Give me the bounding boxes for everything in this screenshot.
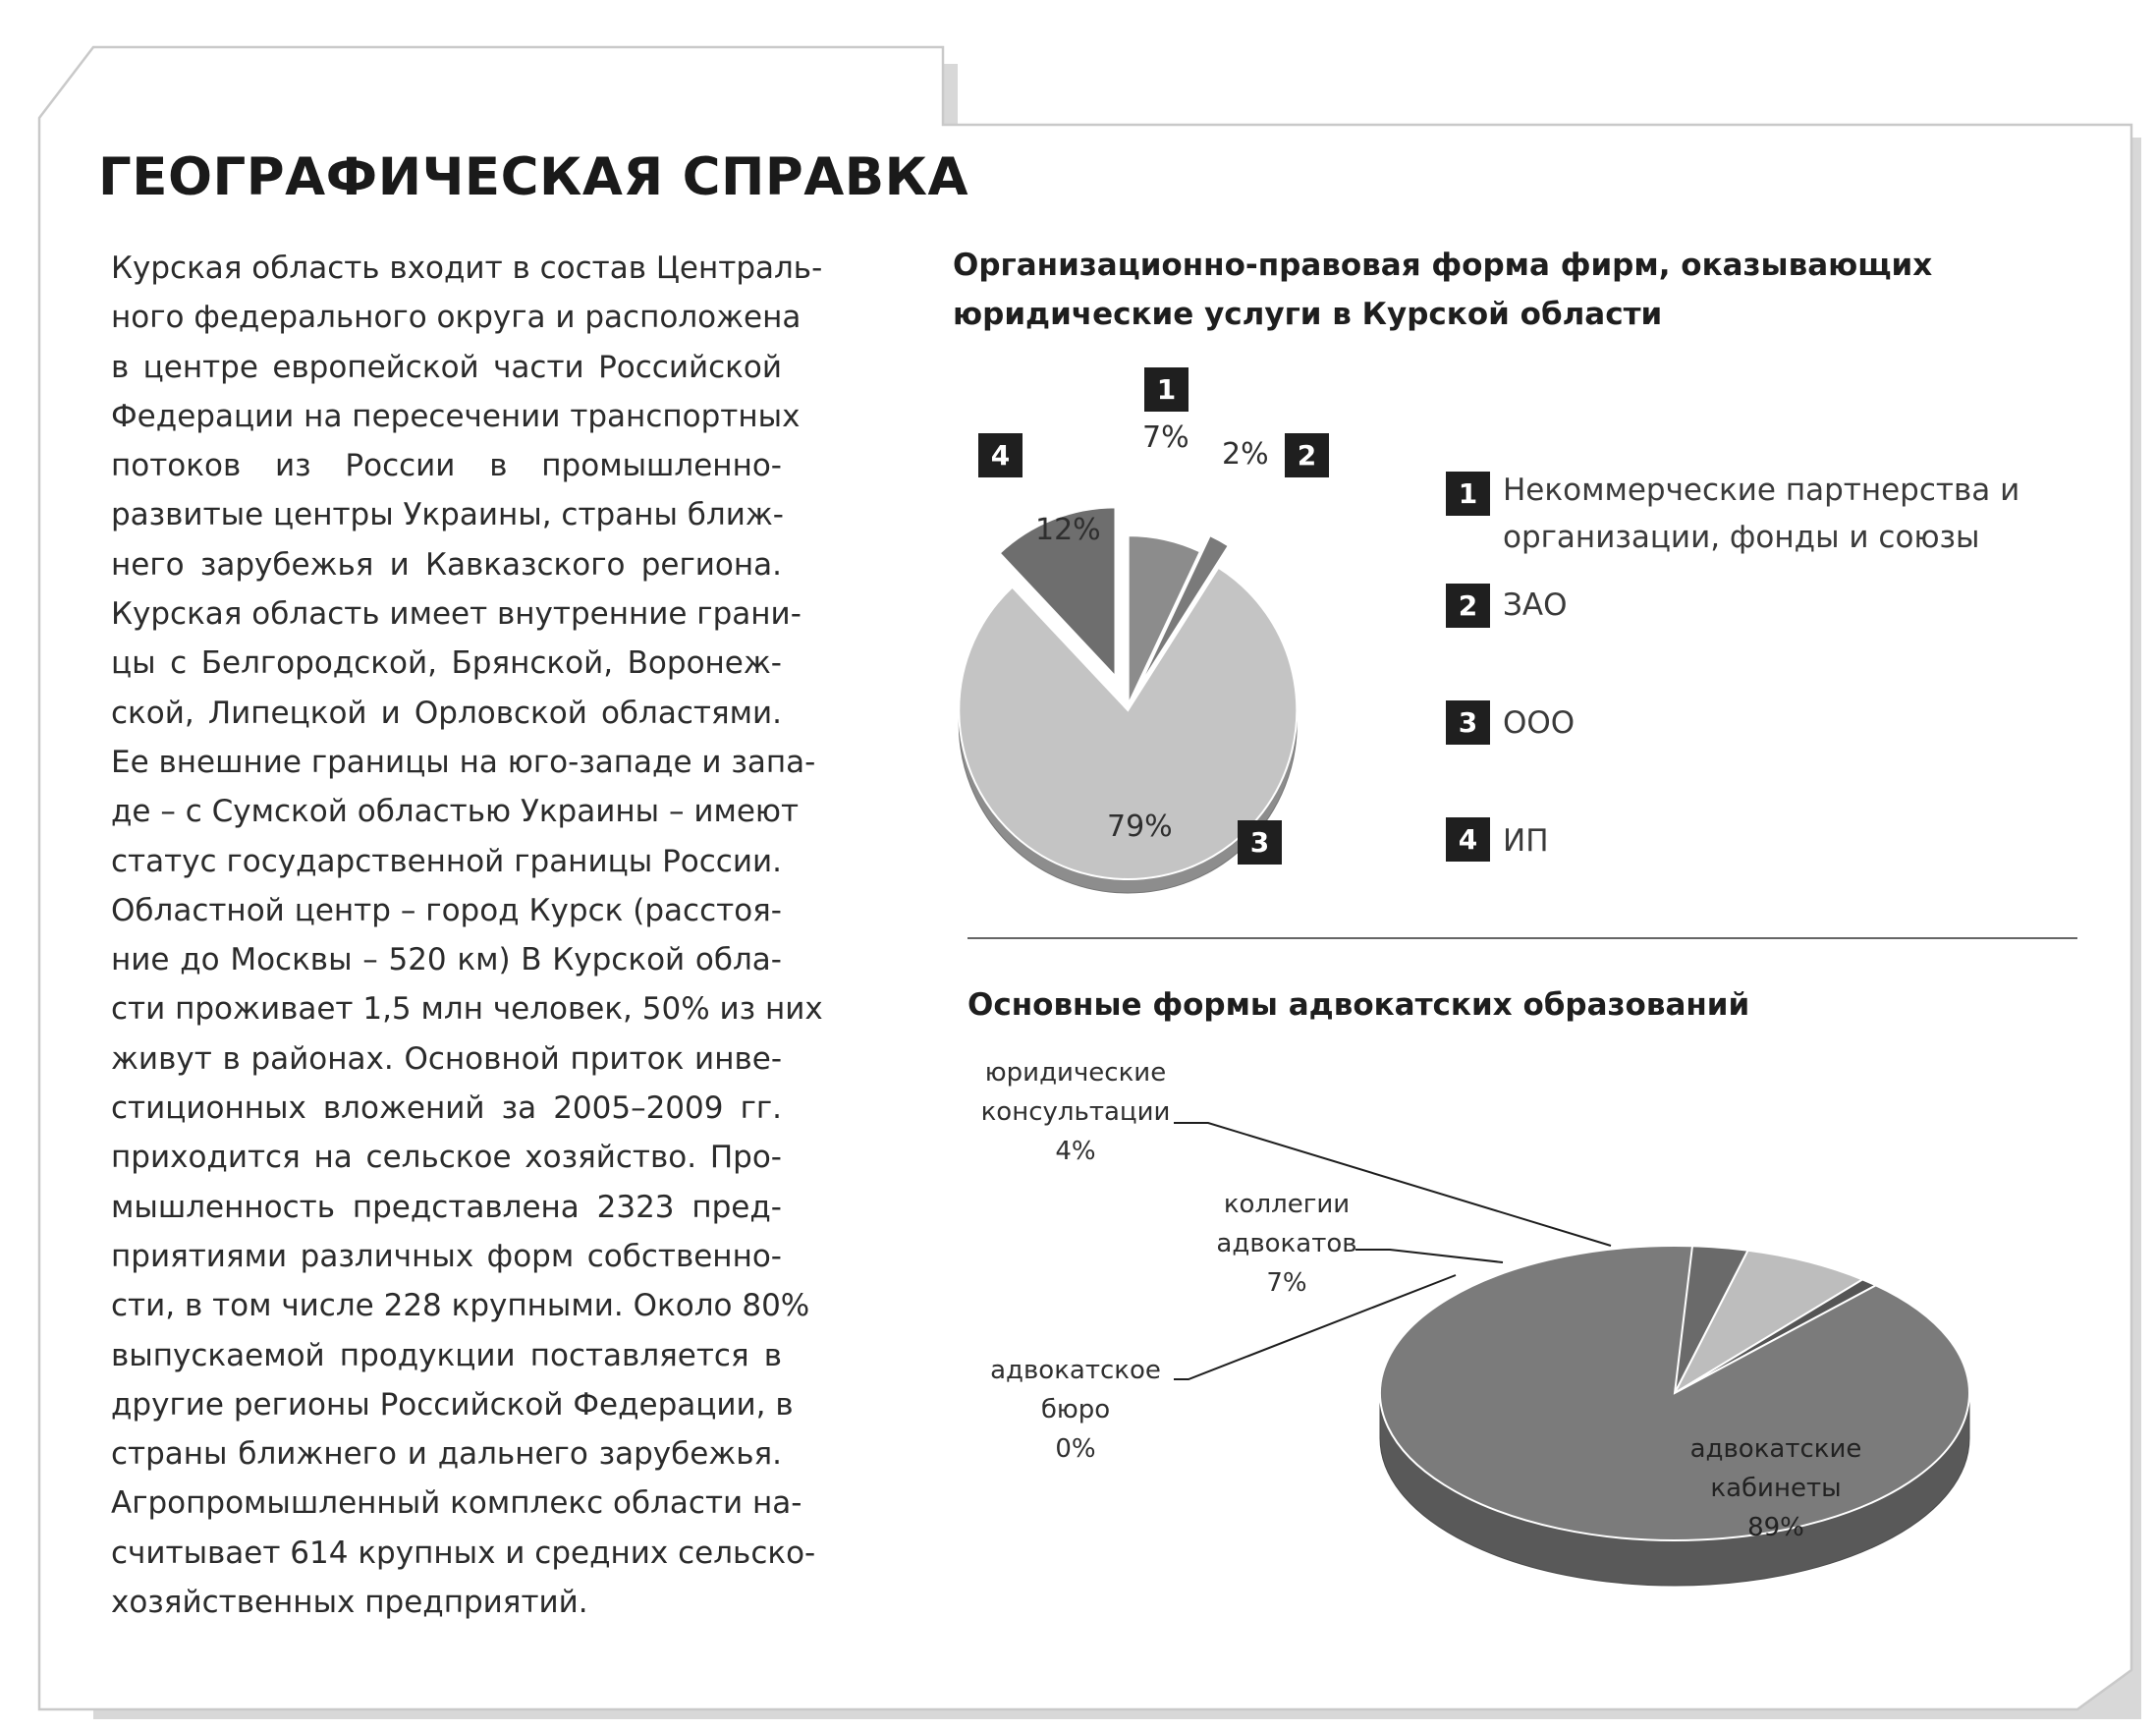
body-line: хозяйственных предприятий. <box>111 1585 588 1621</box>
body-line: стиционных вложений за 2005–2009 гг. <box>111 1090 782 1127</box>
legend-badge-4: 4 <box>1446 817 1490 862</box>
body-line: Курская область имеет внутренние грани- <box>111 596 802 633</box>
body-line: считывает 614 крупных и средних сельско- <box>111 1535 816 1571</box>
chart2-label-consultations <box>972 1053 1179 1171</box>
body-line: живут в районах. Основной приток инве- <box>111 1040 782 1077</box>
chart1-value-1: 7% <box>1142 420 1189 455</box>
body-line: мышленность представлена 2323 пред- <box>111 1189 782 1225</box>
legend-label-4: ИП <box>1503 823 1549 859</box>
chart2-title-line: Основные формы адвокатских образований <box>967 987 1750 1023</box>
body-line: потоков из России в промышленно- <box>111 448 782 484</box>
body-line: Ее внешние границы на юго-западе и запа- <box>111 744 816 780</box>
chart1-value-2: 2% <box>1222 437 1269 472</box>
chart1-value-3: 79% <box>1107 810 1173 844</box>
page-title: ГЕОГРАФИЧЕСКАЯ СПРАВКА <box>98 147 968 207</box>
body-line: другие регионы Российской Федерации, в <box>111 1386 794 1423</box>
body-line: статус государственной границы России. <box>111 843 782 879</box>
chart2-label-line: кабинеты <box>1710 1474 1842 1503</box>
legend-label-3: ООО <box>1503 705 1576 741</box>
body-line: цы с Белгородской, Брянской, Воронеж- <box>111 645 782 682</box>
chart1-title-line: Организационно-правовая форма фирм, оказывающих <box>953 248 1933 283</box>
body-line: развитые центры Украины, страны ближ- <box>111 497 784 533</box>
legend-badge-2: 2 <box>1446 584 1490 628</box>
chart2-label-line: адвокатское <box>990 1356 1161 1385</box>
chart2-label-line: бюро <box>1040 1395 1111 1424</box>
chart1-badge-4: 4 <box>978 433 1023 477</box>
body-line: приятиями различных форм собственно- <box>111 1238 782 1274</box>
chart1-badge-1: 1 <box>1144 367 1189 412</box>
body-line: де – с Сумской областью Украины – имеют <box>111 794 800 830</box>
body-line: ской, Липецкой и Орловской областями. <box>111 695 782 731</box>
body-line: ного федерального округа и расположена <box>111 300 802 336</box>
chart2-label-line: консультации <box>980 1097 1171 1127</box>
legend-label-2: ЗАО <box>1503 587 1568 623</box>
legend-label-line: организации, фонды и союзы <box>1503 520 1980 555</box>
chart1-badge-3: 3 <box>1238 820 1282 865</box>
chart2-label-bureau <box>972 1351 1179 1469</box>
chart2-value-consultations: 4% <box>1055 1137 1096 1166</box>
chart2-value-cabinets: 89% <box>1747 1513 1804 1542</box>
body-line: ние до Москвы – 520 км) В Курской обла- <box>111 942 782 978</box>
chart2-label-line: коллегии <box>1223 1190 1351 1219</box>
body-line: Федерации на пересечении транспортных <box>111 398 801 434</box>
legend-badge-1: 1 <box>1446 472 1490 516</box>
chart2-label-colleges <box>1189 1185 1385 1303</box>
chart2-value-colleges: 7% <box>1266 1268 1307 1298</box>
body-line: Агропромышленный комплекс области на- <box>111 1485 802 1522</box>
body-line: страны ближнего и дальнего зарубежья. <box>111 1436 782 1473</box>
chart2-value-bureau: 0% <box>1055 1434 1096 1464</box>
body-line: него зарубежья и Кавказского региона. <box>111 546 782 583</box>
body-line: выпускаемой продукции поставляется в <box>111 1337 782 1373</box>
body-line: в центре европейской части Российской <box>111 349 782 385</box>
body-line: Областной центр – город Курск (расстоя- <box>111 892 782 928</box>
body-line: Курская область входит в состав Централь- <box>111 251 823 286</box>
chart2-label-line: адвокатов <box>1216 1229 1357 1258</box>
chart2-label-line: адвокатские <box>1689 1434 1862 1464</box>
legend-label-line: Некоммерческие партнерства и <box>1503 473 2020 508</box>
body-line: сти, в том числе 228 крупными. Около 80% <box>111 1288 810 1324</box>
chart2-label-cabinets <box>1658 1429 1894 1547</box>
legend-badge-3: 3 <box>1446 700 1490 745</box>
body-line: сти проживает 1,5 млн человек, 50% из них <box>111 991 823 1028</box>
chart1-badge-2: 2 <box>1285 433 1329 477</box>
body-line: приходится на сельское хозяйство. Про- <box>111 1140 782 1176</box>
chart1-title-line: юридические услуги в Курской области <box>953 297 1663 332</box>
chart1-value-4: 12% <box>1035 513 1101 547</box>
chart2-label-line: юридические <box>984 1058 1167 1088</box>
